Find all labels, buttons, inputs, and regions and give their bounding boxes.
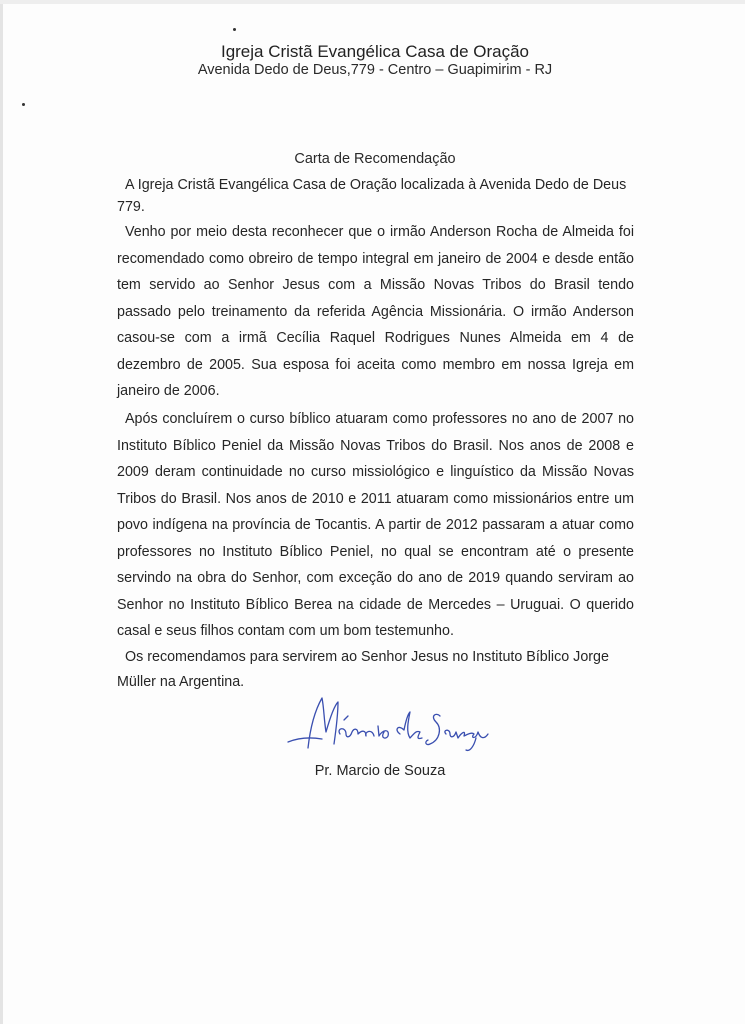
letter-title: Carta de Recomendação [294, 151, 456, 167]
page-edge-top [0, 0, 745, 4]
scan-speck [233, 28, 236, 31]
scan-speck [22, 103, 25, 106]
church-name: Igreja Cristã Evangélica Casa de Oração [220, 42, 530, 61]
church-address: Avenida Dedo de Deus,779 - Centro – Guapimirim - RJ [197, 62, 553, 78]
paragraph-closing: Os recomendamos para servirem ao Senhor Jesus no Instituto Bíblico Jorge Müller na Argentina. [117, 649, 609, 690]
page-edge-left [0, 0, 3, 1024]
paragraph-ministry-history: Após concluírem o curso bíblico atuaram como professores no ano de 2007 no Instituto Bíblico Peniel da Missão Novas Tribos do Brasil. Nos anos de 2008 e 2009 deram continuidade no curso missiológico e linguístico da Missão Novas Tribos do Brasil. Nos anos de 2010 e 2011 atuaram como missionários entre um povo indígena na província de Tocantis. A partir de 2012 passaram a atuar como professores no Instituto Bíblico Peniel, no qual se encontram até o presente servindo na obra do Senhor, com exceção do ano de 2019 quando serviram ao Senhor no Instituto Bíblico Berea na cidade de Mercedes – Uruguai. O querido casal e seus filhos contam com um bom testemunho. [117, 411, 634, 639]
paragraph-recommendation: Venho por meio desta reconhecer que o irmão Anderson Rocha de Almeida foi recomendado como obreiro de tempo integral em janeiro de 2004 e desde então tem servido ao Senhor Jesus com a Missão Novas Tribos do Brasil tendo passado pelo treinamento da referida Agência Missionária. O irmão Anderson casou-se com a irmã Cecília Raquel Rodrigues Nunes Almeida em 4 de dezembro de 2005. Sua esposa foi aceita como membro em nossa Igreja em janeiro de 2006. [117, 224, 634, 399]
handwritten-signature [280, 690, 500, 760]
signer-name: Pr. Marcio de Souza [314, 763, 446, 779]
paragraph-intro: A Igreja Cristã Evangélica Casa de Oração localizada à Avenida Dedo de Deus 779. [117, 177, 627, 215]
